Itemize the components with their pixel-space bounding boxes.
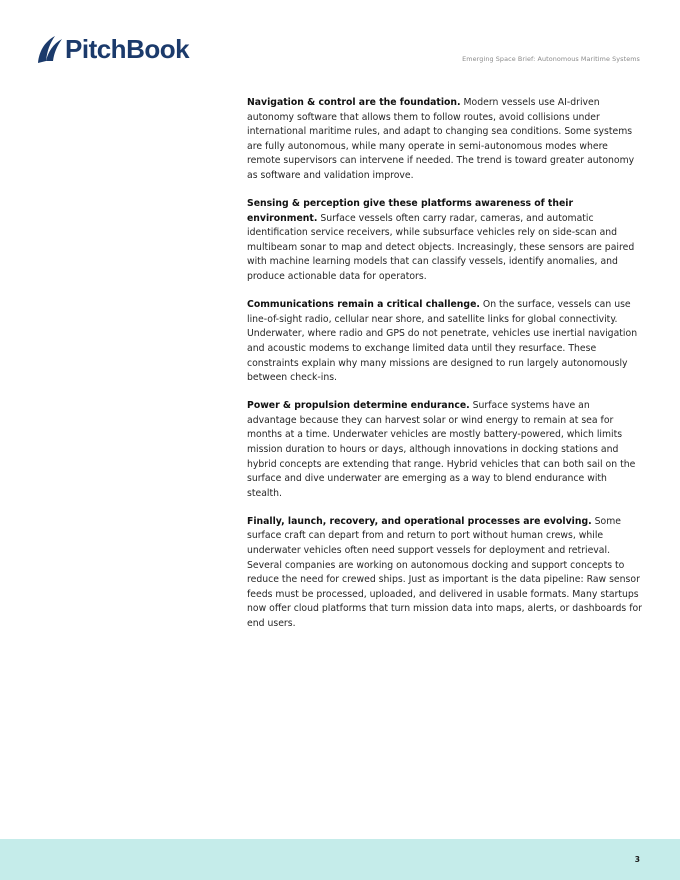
paragraph-communications (247, 298, 642, 386)
paragraph-lead: Sensing & perception give these platforms awareness of their environment. (247, 198, 574, 224)
paragraph-navigation (247, 96, 642, 184)
running-title: Emerging Space Brief: Autonomous Maritime Systems (462, 55, 640, 63)
paragraph-operations (247, 515, 642, 632)
page-footer (0, 839, 680, 880)
logo-wordmark: PitchBook (65, 34, 190, 64)
paragraph-text: Some surface craft can depart from and return to port without human crews, while underwater vehicles often need support vessels for deployment and retrieval. Several companies are working on autonomous docking and support concepts to reduce the need for crewed ships. Just as important is the data pipeline: Raw sensor feeds must be processed, uploaded, and delivered in usable formats. Many startups now offer cloud platforms that turn mission data into maps, alerts, or dashboards for end users. (247, 515, 643, 629)
page-header (0, 0, 680, 80)
paragraph-power (247, 399, 642, 501)
page-number: 3 (634, 855, 640, 864)
paragraph-lead: Finally, launch, recovery, and operational processes are evolving. (247, 515, 592, 527)
paragraph-text: On the surface, vessels can use line-of-sight radio, cellular near shore, and satellite links for global connectivity. Underwater, where radio and GPS do not penetrate, vehicles use inertial navigation and acoustic modems to exchange limited data until they resurface. These constraints explain why many missions are designed to run largely autonomously between check-ins. (247, 299, 638, 384)
article-body (247, 96, 642, 645)
paragraph-text: Modern vessels use AI-driven autonomy software that allows them to follow routes, avoid collisions under international maritime rules, and adapt to changing sea conditions. Some systems are fully autonomous, while many operate in semi-autonomous modes where remote supervisors can intervene if needed. The trend is toward greater autonomy as software and validation improve. (247, 97, 635, 181)
paragraph-lead: Navigation & control are the foundation. (247, 97, 461, 108)
pitchbook-leaf-icon (35, 34, 63, 64)
paragraph-sensing (247, 197, 642, 285)
paragraph-text: Surface systems have an advantage because they can harvest solar or wind energy to remain at sea for months at a time. Underwater vehicles are mostly battery-powered, which limits mission duration to hours or days, although innovations in docking stations and hybrid concepts are extending that range. Hybrid vehicles that can both sail on the surface and dive underwater are emerging as a way to blend endurance with stealth. (247, 400, 636, 499)
paragraph-lead: Power & propulsion determine endurance. (247, 400, 470, 412)
paragraph-lead: Communications remain a critical challenge. (247, 299, 480, 311)
paragraph-text: Surface vessels often carry radar, cameras, and automatic identification service receivers, while subsurface vehicles rely on side-scan and multibeam sonar to map and detect objects. Increasingly, these sensors are paired with machine learning models that can classify vessels, identify anomalies, and produce actionable data for operators. (247, 212, 635, 283)
pitchbook-logo[interactable] (35, 34, 189, 64)
